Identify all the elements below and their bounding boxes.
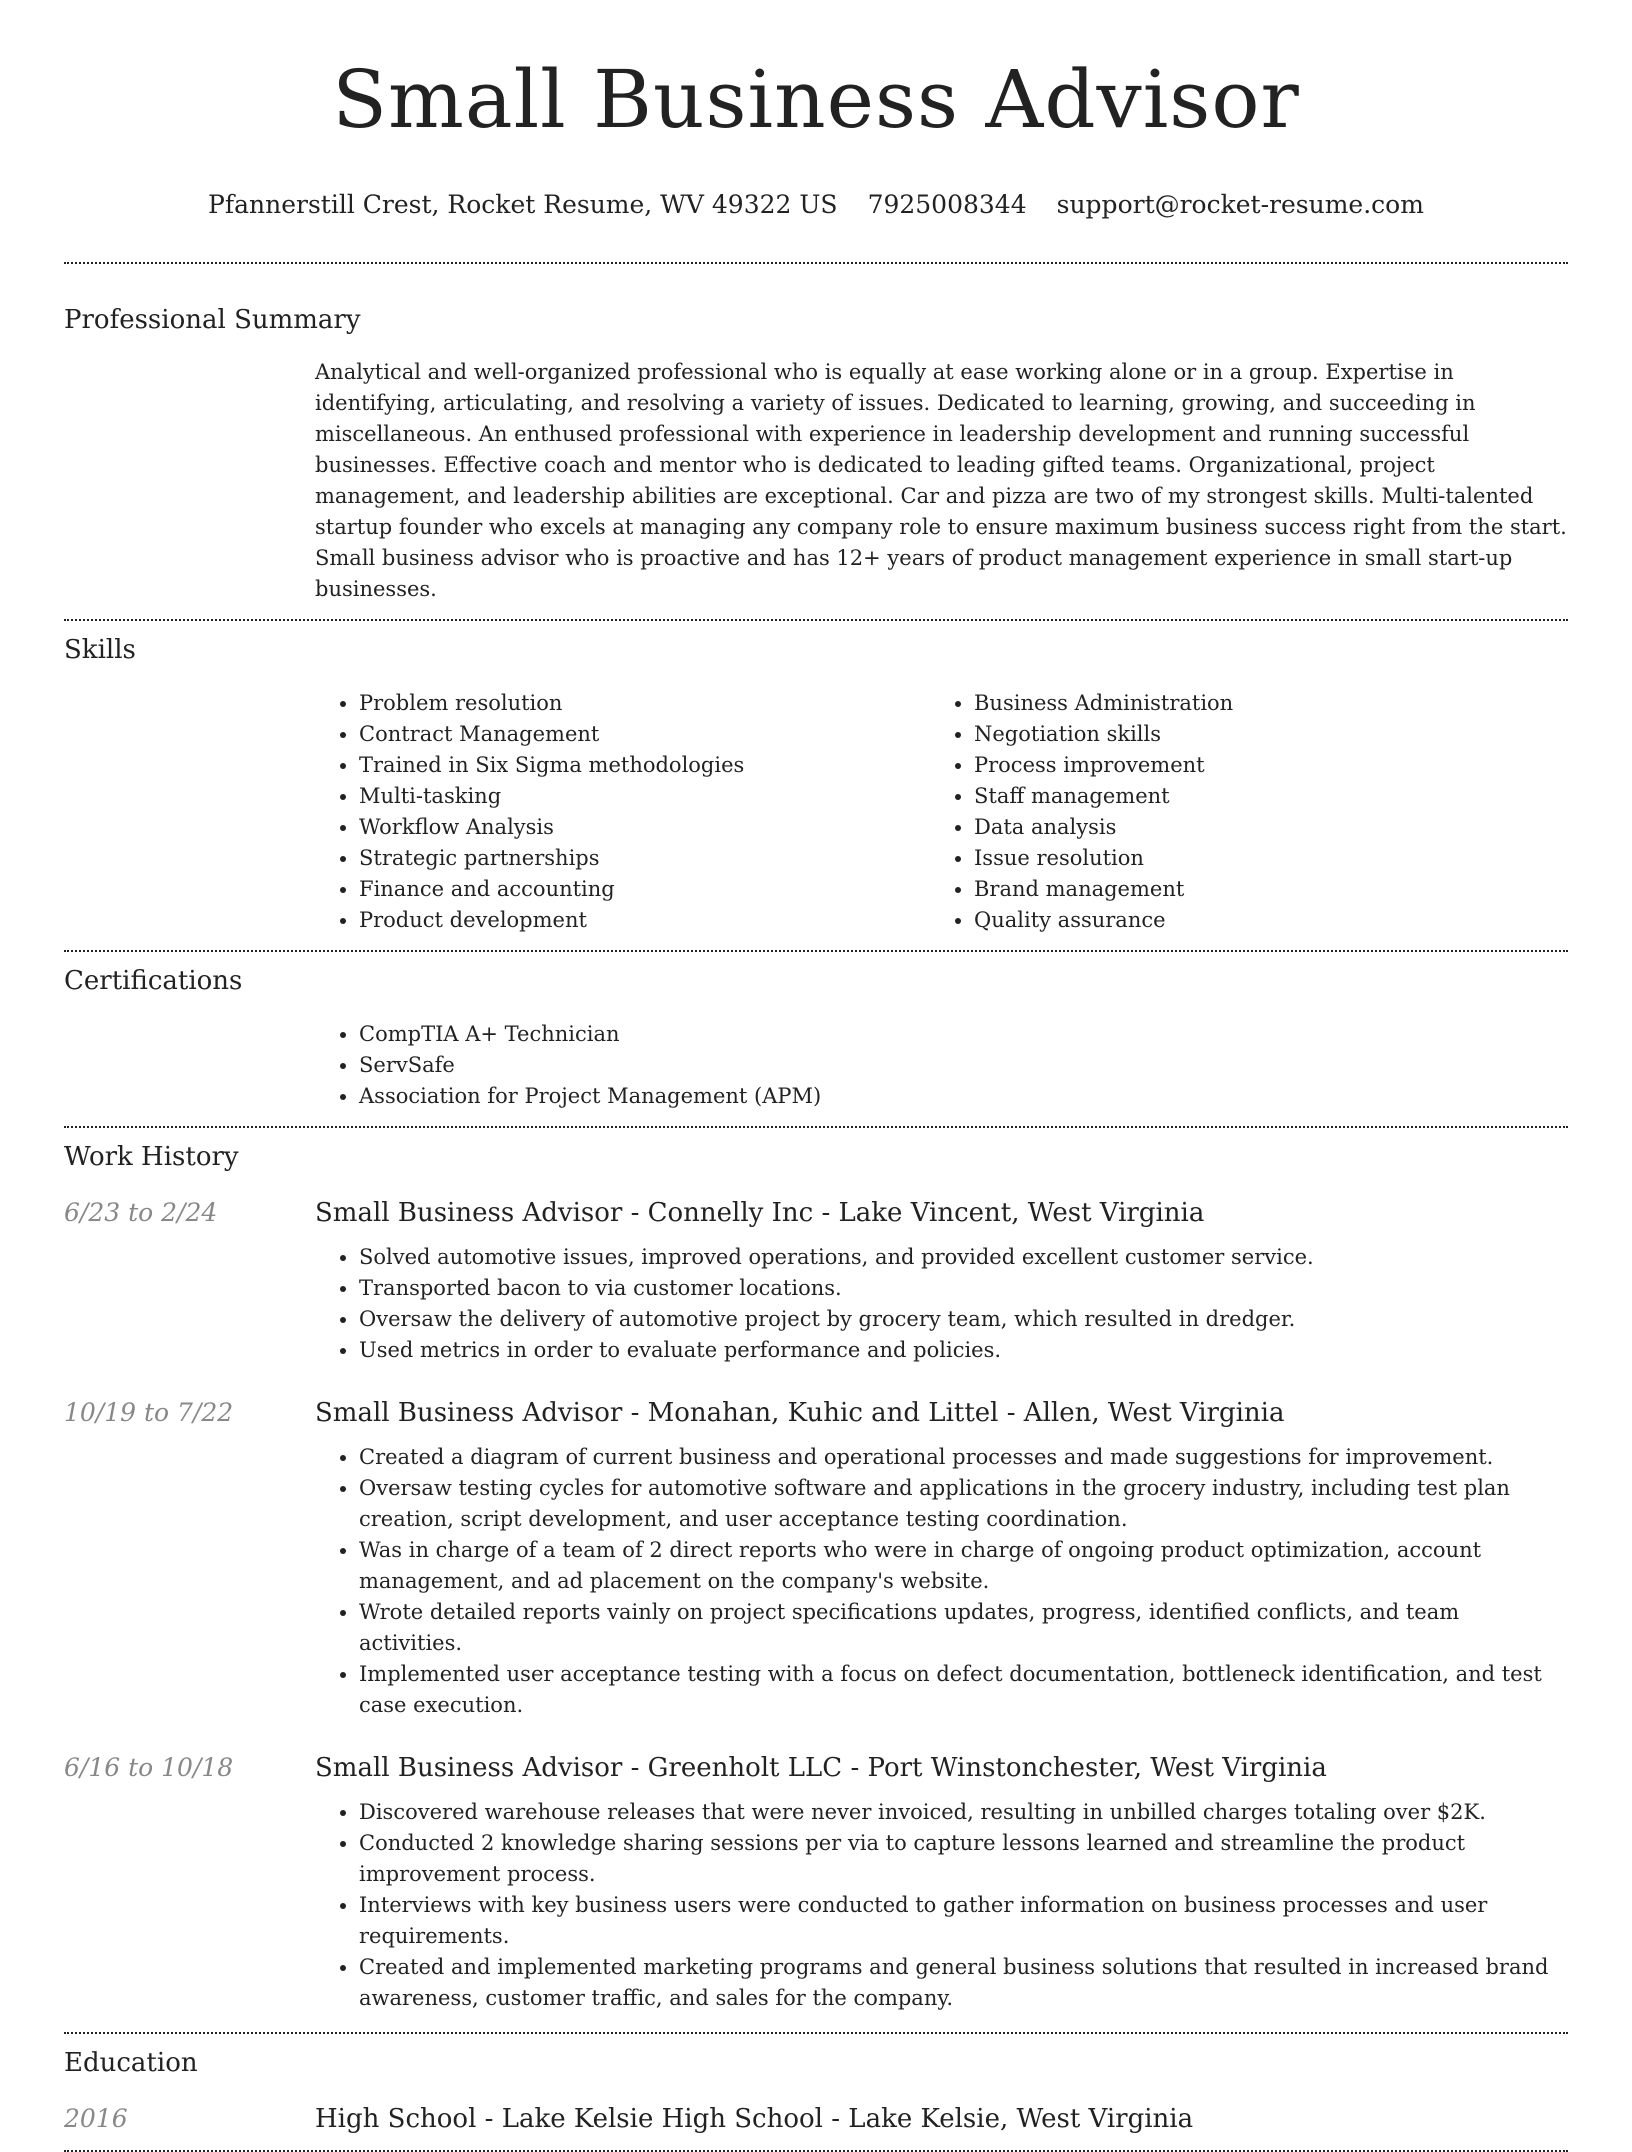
job-date: 6/23 to 2/24 xyxy=(64,1198,218,1227)
job-bullet: • Created a diagram of current business and operational processes and made suggestions for improvement. xyxy=(359,1442,1568,1473)
education-section xyxy=(64,2034,1568,2136)
job-bullets xyxy=(315,1797,1568,2014)
job-bullet: • Wrote detailed reports vainly on project specifications updates, progress, identified conflicts, and team activities. xyxy=(359,1597,1568,1659)
contact-line xyxy=(64,188,1568,222)
education-title: High School - Lake Kelsie High School - Lake Kelsie, West Virginia xyxy=(315,2104,1194,2134)
skill-item: • Multi-tasking xyxy=(359,781,930,812)
skill-item: • Problem resolution xyxy=(359,688,930,719)
job-bullet: • Used metrics in order to evaluate performance and policies. xyxy=(359,1335,1568,1366)
summary-text: Analytical and well-organized professional who is equally at ease working alone or in a group. Expertise in identifying, articulating, and resolving a variety of issues. Dedicated to learning, growing, and succeeding in miscellaneous. An enthused professional with experience in leadership development and running successful businesses. Effective coach and mentor who is dedicated to leading gifted teams. Organizational, project management, and leadership abilities are exceptional. Car and pizza are two of my strongest skills. Multi-talented startup founder who excels at managing any company role to ensure maximum business success right from the start. Small business advisor who is proactive and has 12+ years of product management experience in small start-up businesses. xyxy=(315,360,1567,601)
skill-item: • Strategic partnerships xyxy=(359,843,930,874)
job-bullet: • Solved automotive issues, improved operations, and provided excellent customer service. xyxy=(359,1242,1568,1273)
education-entry xyxy=(64,2102,1568,2136)
contact-email: support@rocket-resume.com xyxy=(1056,190,1424,219)
certification-item: • ServSafe xyxy=(359,1050,1568,1081)
skill-item: • Workflow Analysis xyxy=(359,812,930,843)
section-title-work: Work History xyxy=(64,1142,239,1172)
section-title-education: Education xyxy=(64,2048,198,2078)
job-bullet: • Oversaw testing cycles for automotive software and applications in the grocery industry, including test plan creation, script development, and user acceptance testing coordination. xyxy=(359,1473,1568,1535)
section-title-certifications: Certifications xyxy=(64,966,243,996)
skill-item: • Brand management xyxy=(974,874,1545,905)
skill-item: • Contract Management xyxy=(359,719,930,750)
job-bullet: • Conducted 2 knowledge sharing sessions per via to capture lessons learned and streamline the product improvement process. xyxy=(359,1828,1568,1890)
skill-item: • Finance and accounting xyxy=(359,874,930,905)
contact-phone: 7925008344 xyxy=(867,190,1027,219)
job-entry xyxy=(64,1751,1568,2014)
work-section xyxy=(64,1128,1568,2014)
skills-list-right xyxy=(930,688,1545,936)
skill-item: • Business Administration xyxy=(974,688,1545,719)
skill-item: • Staff management xyxy=(974,781,1545,812)
skill-item: • Negotiation skills xyxy=(974,719,1545,750)
section-title-skills: Skills xyxy=(64,635,136,665)
job-date: 10/19 to 7/22 xyxy=(64,1398,234,1427)
job-title: Small Business Advisor - Monahan, Kuhic and Littel - Allen, West Virginia xyxy=(315,1398,1285,1428)
skill-item: • Data analysis xyxy=(974,812,1545,843)
job-bullet: • Discovered warehouse releases that were never invoiced, resulting in unbilled charges totaling over $2K. xyxy=(359,1797,1568,1828)
skill-item: • Process improvement xyxy=(974,750,1545,781)
skill-item: • Trained in Six Sigma methodologies xyxy=(359,750,930,781)
job-bullets xyxy=(315,1242,1568,1366)
job-bullet: • Interviews with key business users were conducted to gather information on business processes and user requirements. xyxy=(359,1890,1568,1952)
section-title-summary: Professional Summary xyxy=(64,305,361,335)
job-bullet: • Implemented user acceptance testing with a focus on defect documentation, bottleneck identification, and test case execution. xyxy=(359,1659,1568,1721)
job-title: Small Business Advisor - Connelly Inc - Lake Vincent, West Virginia xyxy=(315,1198,1205,1228)
certifications-list xyxy=(315,1019,1568,1112)
skills-section xyxy=(64,621,1568,936)
job-entry xyxy=(64,1396,1568,1721)
certification-item: • CompTIA A+ Technician xyxy=(359,1019,1568,1050)
job-bullet: • Oversaw the delivery of automotive project by grocery team, which resulted in dredger. xyxy=(359,1304,1568,1335)
job-date: 6/16 to 10/18 xyxy=(64,1753,234,1782)
job-bullet: • Created and implemented marketing programs and general business solutions that resulted in increased brand awareness, customer traffic, and sales for the company. xyxy=(359,1952,1568,2014)
job-entry xyxy=(64,1196,1568,1366)
skill-item: • Issue resolution xyxy=(974,843,1545,874)
certification-item: • Association for Project Management (APM) xyxy=(359,1081,1568,1112)
candidate-name: Small Business Advisor xyxy=(332,53,1300,146)
certifications-section xyxy=(64,952,1568,1112)
skill-item: • Product development xyxy=(359,905,930,936)
skills-list-left xyxy=(315,688,930,936)
education-date: 2016 xyxy=(64,2104,128,2133)
skill-item: • Quality assurance xyxy=(974,905,1545,936)
job-bullets xyxy=(315,1442,1568,1721)
job-bullet: • Transported bacon to via customer locations. xyxy=(359,1273,1568,1304)
summary-section xyxy=(64,264,1568,605)
job-bullet: • Was in charge of a team of 2 direct reports who were in charge of ongoing product optimization, account management, and ad placement on the company's website. xyxy=(359,1535,1568,1597)
job-title: Small Business Advisor - Greenholt LLC - Port Winstonchester, West Virginia xyxy=(315,1753,1327,1783)
contact-address: Pfannerstill Crest, Rocket Resume, WV 49322 US xyxy=(208,190,838,219)
